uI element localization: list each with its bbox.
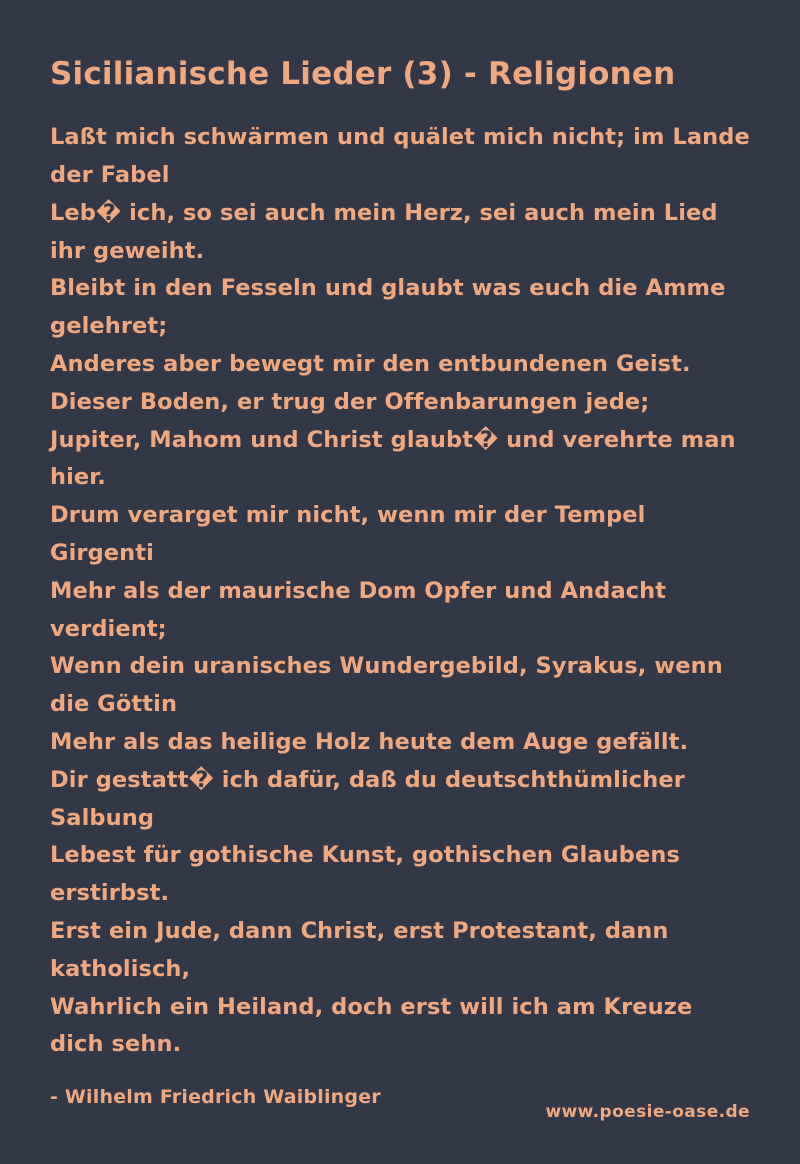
- poem-text: [50, 119, 750, 1064]
- poem-line: Dieser Boden, er trug der Offenbarungen jede;: [50, 388, 650, 415]
- poem-line: Leb� ich, so sei auch mein Herz, sei auch mein Lied ihr geweiht.: [50, 199, 718, 264]
- poem-line: Bleibt in den Fesseln und glaubt was euch die Amme gelehret;: [50, 275, 726, 340]
- poem-line: Drum verarget mir nicht, wenn mir der Tempel Girgenti: [50, 502, 646, 566]
- poem-line: Laßt mich schwärmen und quälet mich nicht; im Lande der Fabel: [50, 124, 750, 188]
- poem-line: Dir gestatt� ich dafür, daß du deutschthümlicher Salbung: [50, 766, 685, 831]
- poem-line: Mehr als das heilige Holz heute dem Auge gefällt.: [50, 728, 689, 755]
- poem-line: Wenn dein uranisches Wundergebild, Syrakus, wenn die Göttin: [50, 653, 723, 718]
- poem-line: Mehr als der maurische Dom Opfer und Andacht verdient;: [50, 577, 667, 642]
- page-title: Sicilianische Lieder (3) - Religionen: [50, 56, 676, 92]
- poem-line: Jupiter, Mahom und Christ glaubt� und verehrte man hier.: [50, 426, 736, 491]
- site-watermark: www.poesie-oase.de: [545, 1102, 750, 1122]
- poem-line: Erst ein Jude, dann Christ, erst Protestant, dann katholisch,: [50, 917, 669, 982]
- poem-line: Wahrlich ein Heiland, doch erst will ich am Kreuze dich sehn.: [50, 993, 693, 1058]
- poem-line: Anderes aber bewegt mir den entbundenen Geist.: [50, 350, 691, 377]
- poem-author: - Wilhelm Friedrich Waiblinger: [50, 1086, 381, 1109]
- poem-line: Lebest für gothische Kunst, gothischen Glaubens erstirbst.: [50, 842, 680, 907]
